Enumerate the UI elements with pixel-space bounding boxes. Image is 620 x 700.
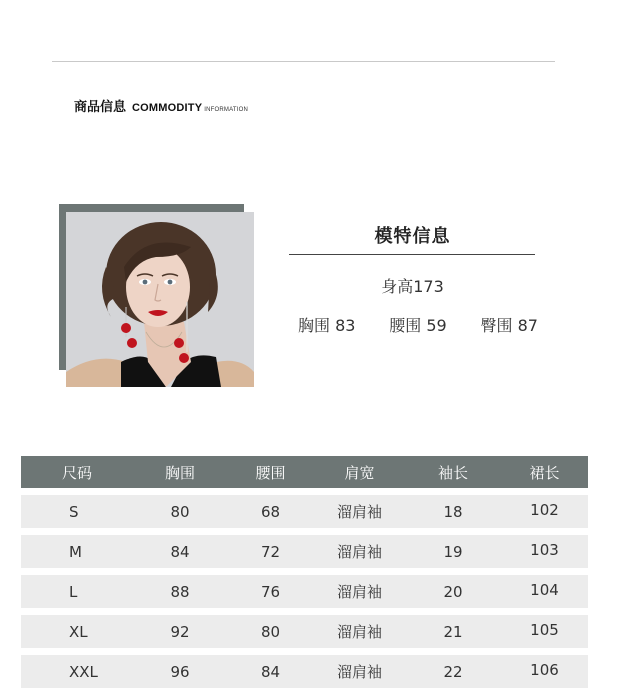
header-cell-size: 尺码 xyxy=(62,463,93,482)
cell-waist: 72 xyxy=(260,542,281,561)
cell-length: 105 xyxy=(530,620,559,639)
cell-sleeve: 20 xyxy=(443,582,463,601)
model-bust: 胸围 83 xyxy=(298,316,356,335)
cell-bust: 84 xyxy=(170,542,190,561)
model-photo xyxy=(66,212,254,387)
model-portrait-image xyxy=(66,212,254,387)
model-waist: 腰围 59 xyxy=(389,316,447,335)
header-cell-sleeve: 袖长 xyxy=(437,463,468,482)
cell-size: L xyxy=(69,582,78,601)
cell-waist: 76 xyxy=(260,582,281,601)
model-info-divider xyxy=(289,254,535,255)
cell-length: 103 xyxy=(530,540,559,559)
table-row xyxy=(21,615,588,648)
cell-sleeve: 22 xyxy=(443,662,463,681)
header-cell-shoulder: 肩宽 xyxy=(344,463,375,482)
cell-size: XXL xyxy=(69,662,98,681)
cell-waist: 68 xyxy=(260,502,281,521)
heading-en: COMMODITY xyxy=(132,102,203,114)
table-row xyxy=(21,655,588,688)
size-table xyxy=(21,456,588,688)
cell-length: 104 xyxy=(530,580,559,599)
cell-shoulder: 溜肩袖 xyxy=(336,543,382,561)
cell-length: 102 xyxy=(530,500,559,519)
header-cell-waist: 腰围 xyxy=(255,463,286,482)
header-cell-length: 裙长 xyxy=(529,463,560,482)
cell-sleeve: 18 xyxy=(443,502,463,521)
model-measures xyxy=(298,313,538,336)
cell-size: M xyxy=(69,542,82,561)
cell-bust: 88 xyxy=(170,582,190,601)
section-heading xyxy=(74,96,248,115)
cell-bust: 96 xyxy=(170,662,190,681)
size-table-header xyxy=(21,456,588,488)
table-row xyxy=(21,535,588,568)
cell-shoulder: 溜肩袖 xyxy=(336,663,382,681)
cell-sleeve: 21 xyxy=(443,622,463,641)
cell-sleeve: 19 xyxy=(443,542,463,561)
top-divider xyxy=(52,61,555,62)
cell-shoulder: 溜肩袖 xyxy=(336,583,382,601)
cell-bust: 92 xyxy=(170,622,190,641)
cell-bust: 80 xyxy=(170,502,190,521)
table-row xyxy=(21,495,588,528)
cell-shoulder: 溜肩袖 xyxy=(336,623,382,641)
table-row xyxy=(21,575,588,608)
model-height: 身高173 xyxy=(381,277,444,296)
heading-cn: 商品信息 xyxy=(74,100,127,115)
model-info-title: 模特信息 xyxy=(374,226,451,247)
header-cell-bust: 胸围 xyxy=(164,463,195,482)
model-hips: 臀围 87 xyxy=(480,316,538,335)
cell-length: 106 xyxy=(530,660,559,679)
cell-size: XL xyxy=(69,622,88,641)
cell-waist: 80 xyxy=(260,622,281,641)
cell-size: S xyxy=(69,502,79,521)
heading-en-small: INFORMATION xyxy=(204,107,249,113)
cell-waist: 84 xyxy=(260,662,281,681)
cell-shoulder: 溜肩袖 xyxy=(336,503,382,521)
